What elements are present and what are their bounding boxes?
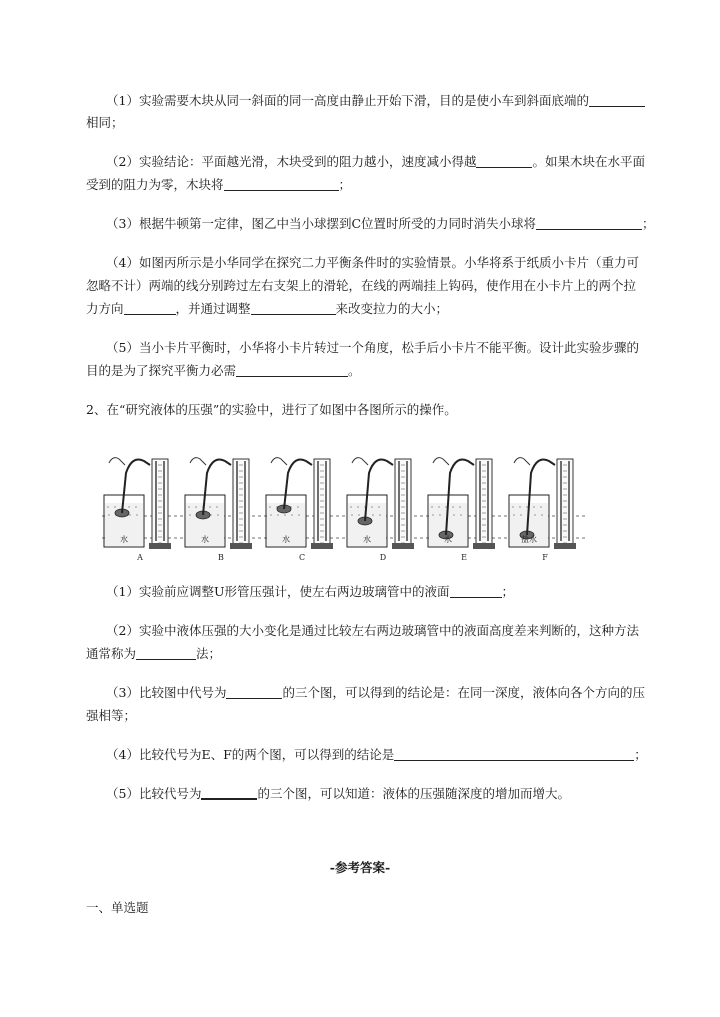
liquid-dot (371, 506, 372, 507)
setup-label: D (379, 553, 387, 562)
q4-line1: （4）如图丙所示是小华同学在探究二力平衡条件时的实验情景。小华将系于纸质小卡片（重力可 (106, 255, 639, 270)
q5-line1: （5）当小卡片平衡时，小华将小卡片转过一个角度，松手后小卡片不能平衡。设计此实验步骤的 (106, 340, 639, 355)
hand-holder (433, 458, 449, 465)
u-tube-board (395, 459, 411, 547)
hand-holder (109, 458, 125, 465)
u-tube-board (557, 459, 573, 547)
liquid-dot (439, 514, 440, 515)
liquid-dot (217, 514, 218, 515)
liquid-label: 盐水 (521, 535, 537, 544)
liquid-dot (431, 506, 432, 507)
u-tube-base (149, 543, 171, 549)
u-tube-board (233, 459, 249, 547)
liquid-dot (357, 506, 358, 507)
hand-holder (352, 458, 368, 465)
q4-line3: 力方向 ，并通过调整 来改变拉力的大小； (86, 301, 449, 316)
liquid-dot (298, 514, 299, 515)
liquid-dot (128, 506, 129, 507)
liquid-label: 水 (201, 535, 209, 544)
liquid-dot (459, 506, 460, 507)
q2-line1: （2）实验结论：平面越光滑，木块受到的阻力越小，速度减小得越 。如果木块在水平面 (106, 154, 645, 169)
liquid-dot (445, 506, 446, 507)
u-tube-board (314, 459, 330, 547)
q1-line1: （1）实验需要木块从同一斜面的同一高度由静止开始下滑，目的是使小车到斜面底端的 (86, 88, 671, 113)
liquid-dot (540, 506, 541, 507)
answers-title: -参考答案- (329, 860, 391, 875)
liquid-dot (350, 506, 351, 507)
setup-e (428, 458, 495, 562)
hand-holder (271, 458, 287, 465)
u-tube-base (554, 543, 576, 549)
q4-line2: 忽略不计）两端的线分别跨过左右支架上的滑轮，在线的两端挂上钩码，使作用在小卡片上的两个拉 (86, 278, 637, 293)
liquid-dot (460, 514, 461, 515)
setup-d (347, 458, 414, 562)
hand-holder (514, 458, 530, 465)
s2-q1-line: （1）实验前应调整U形管压强计，使左右两边玻璃管中的液面 ； (106, 584, 515, 599)
liquid-dot (291, 514, 292, 515)
liquid-dot (379, 514, 380, 515)
q1-line2: 相同； (86, 115, 124, 130)
setup-label: B (218, 553, 224, 562)
liquid-dot (189, 514, 190, 515)
answers-subtitle: 一、单选题 (86, 900, 149, 915)
liquid-dot (209, 506, 210, 507)
setup-b (185, 458, 252, 562)
answer-blank[interactable] (201, 784, 257, 800)
setup-c (266, 458, 333, 562)
liquid-dot (297, 506, 298, 507)
liquid-dot (372, 514, 373, 515)
liquid-label: 水 (120, 535, 128, 544)
liquid-label: 水 (282, 535, 290, 544)
answer-blank[interactable] (224, 176, 339, 191)
liquid-label: 水 (444, 535, 452, 544)
answer-blank[interactable] (124, 300, 176, 315)
setup-label: E (461, 553, 467, 562)
q5-line2: 目的是为了探究平衡力必需 。 (86, 363, 361, 378)
liquid-dot (188, 506, 189, 507)
liquid-label: 水 (363, 535, 371, 544)
liquid-dot (519, 506, 520, 507)
liquid-dot (284, 514, 285, 515)
liquid-dot (107, 506, 108, 507)
liquid-dot (129, 514, 130, 515)
answer-blank[interactable] (136, 645, 196, 660)
answer-blank[interactable] (394, 746, 634, 761)
answer-blank[interactable] (450, 583, 502, 598)
liquid-dot (277, 514, 278, 515)
q3-line: （3）根据牛顿第一定律，图乙中当小球摆到C位置时所受的力同时消失小球将 ； (106, 216, 655, 231)
answer-blank[interactable] (589, 92, 645, 107)
liquid-dot (453, 514, 454, 515)
answer-blank[interactable] (251, 300, 336, 315)
q2-line2: 受到的阻力为零，木块将 ； (86, 177, 352, 192)
rubber-tube (284, 460, 312, 510)
liquid-dot (210, 514, 211, 515)
setup-label: C (298, 553, 306, 562)
liquid-dot (520, 514, 521, 515)
liquid-dot (358, 514, 359, 515)
s2-q5-line: （5）比较代号为 的三个图，可以知道：液体的压强随深度的增加而增大。 (106, 786, 570, 801)
s2-q4-line: （4）比较代号为E、F的两个图，可以得到的结论是 ； (106, 747, 647, 762)
liquid-dot (195, 506, 196, 507)
answer-blank[interactable] (536, 215, 642, 230)
liquid-dot (135, 506, 136, 507)
answer-blank[interactable] (226, 684, 282, 699)
s2-q3-line2: 强相等； (86, 708, 137, 723)
answer-blank[interactable] (236, 362, 348, 377)
section2-heading: 2、在“研究液体的压强”的实验中，进行了如图中各图所示的操作。 (86, 402, 457, 417)
s2-q2-line2: 通常称为 法； (86, 646, 222, 661)
liquid-dot (438, 506, 439, 507)
u-tube-base (392, 543, 414, 549)
setup-a (104, 458, 171, 562)
liquid-dot (108, 514, 109, 515)
answer-blank[interactable] (476, 153, 532, 168)
liquid-dot (351, 514, 352, 515)
liquid-dot (541, 514, 542, 515)
liquid-dot (452, 506, 453, 507)
liquid-dot (512, 506, 513, 507)
liquid-dot (513, 514, 514, 515)
s2-q3-line1: （3）比较图中代号为 的三个图，可以得到的结论是：在同一深度，液体向各个方向的压 (106, 685, 645, 700)
setup-f (509, 458, 576, 562)
liquid-dot (533, 506, 534, 507)
s2-q2-line1: （2）实验中液体压强的大小变化是通过比较左右两边玻璃管中的液面高度差来判断的，这种方法 (106, 623, 639, 638)
u-tube-board (152, 459, 168, 547)
setup-label: A (137, 553, 143, 562)
liquid-dot (270, 514, 271, 515)
liquid-dot (534, 514, 535, 515)
u-tube-base (473, 543, 495, 549)
setup-label: F (542, 553, 548, 562)
u-tube-base (311, 543, 333, 549)
hand-holder (190, 458, 206, 465)
liquid-dot (136, 514, 137, 515)
liquid-dot (432, 514, 433, 515)
u-tube-base (230, 543, 252, 549)
liquid-dot (378, 506, 379, 507)
u-tube-board (476, 459, 492, 547)
liquid-dot (114, 506, 115, 507)
liquid-dot (216, 506, 217, 507)
pressure-experiment-figure (90, 443, 590, 563)
liquid-dot (526, 506, 527, 507)
liquid-dot (269, 506, 270, 507)
